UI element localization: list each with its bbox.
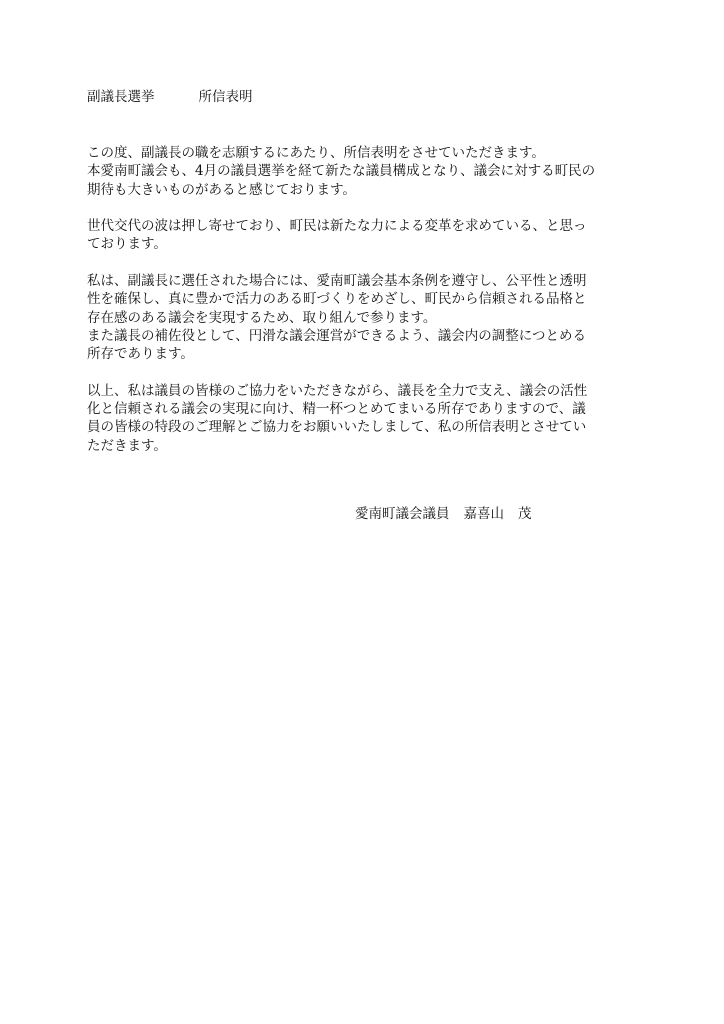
document-body (87, 144, 639, 455)
signature (355, 505, 532, 523)
body-line: 以上、私は議員の皆様のご協力をいただきながら、議長を全力で支え、議会の活性 (87, 382, 588, 399)
body-line: 私は、副議長に選任された場合には、愛南町議会基本条例を遵守し、公平性と透明 (87, 273, 587, 290)
body-line: 世代交代の波は押し寄せており、町民は新たな力による変革を求めている、と思っ (87, 218, 587, 235)
body-line: また議長の補佐役として、円滑な議会運営ができるよう、議会内の調整につとめる (87, 327, 586, 344)
body-line: 性を確保し、真に豊かで活力のある町づくりをめざし、町民から信頼される品格と (87, 291, 587, 308)
signature-surname: 嘉喜山 (463, 506, 504, 522)
body-line: 存在感のある議会を実現するため、取り組んで参ります。 (87, 309, 437, 326)
title-statement: 所信表明 (198, 89, 253, 105)
body-line: 期待も大きいものがあると感じております。 (87, 181, 356, 198)
body-line: この度、副議長の職を志願するにあたり、所信表明をさせていただきます。 (87, 145, 545, 161)
body-line: 化と信頼される議会の実現に向け、精一杯つとめてまいる所存でありますので、議 (87, 401, 586, 418)
title-election: 副議長選挙 (87, 89, 155, 105)
signature-given-name: 茂 (518, 506, 532, 522)
body-line: ております。 (87, 236, 167, 253)
body-line: 員の皆様の特段のご理解とご協力をお願いいたしまして、私の所信表明とさせてい (87, 419, 587, 436)
body-line: ただきます。 (87, 437, 167, 454)
document-title (87, 88, 253, 106)
body-line: 所存であります。 (87, 346, 194, 363)
signature-role: 愛南町議会議員 (355, 506, 450, 522)
body-line: 本愛南町議会も、4月の議員選挙を経て新たな議員構成となり、議会に対する町民の (87, 163, 596, 180)
